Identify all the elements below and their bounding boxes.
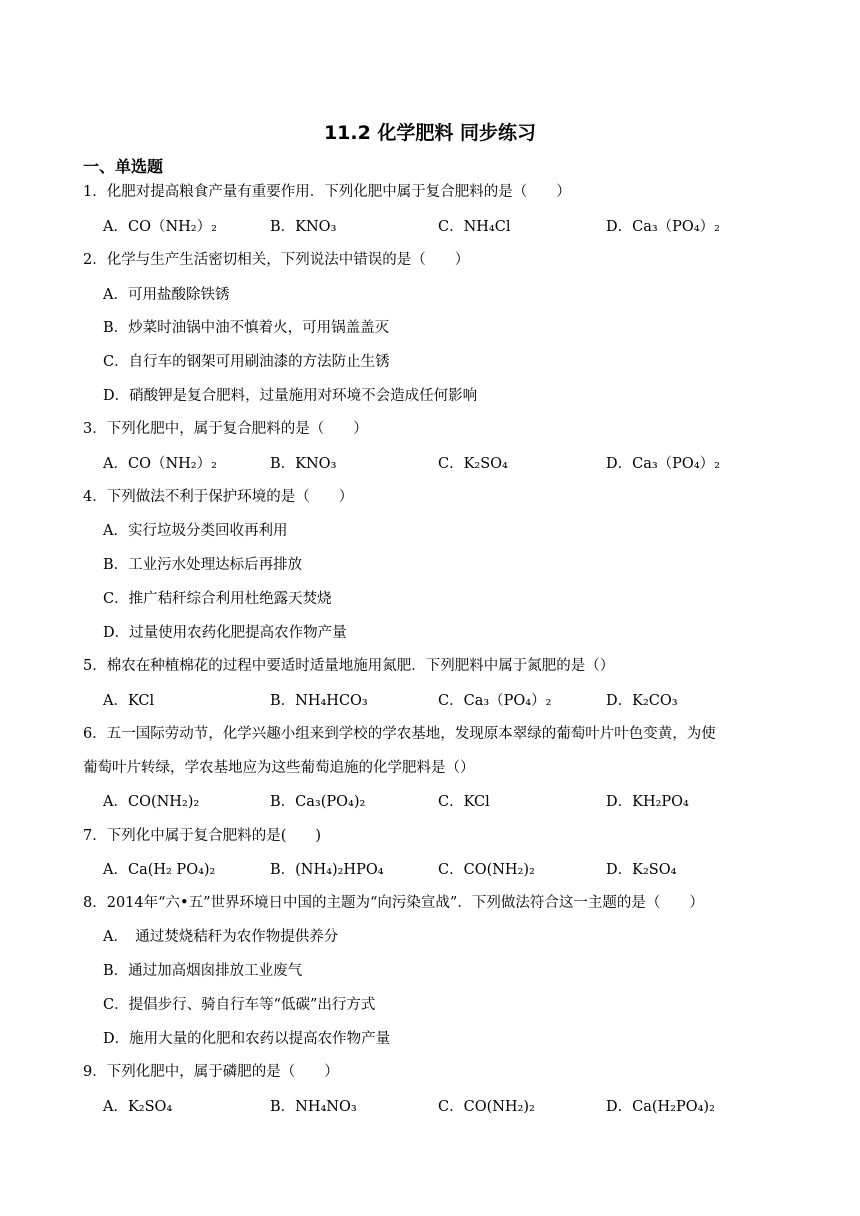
question-3-option-c: C．K₂SO₄ xyxy=(438,456,508,472)
question-3-option-a: A．CO（NH₂）₂ xyxy=(103,456,217,472)
question-2-option-c: C．自行车的钢架可用刷油漆的方法防止生锈 xyxy=(103,354,390,370)
question-6-option-a: A．CO(NH₂)₂ xyxy=(103,794,200,810)
question-2-stem: 2．化学与生产生活密切相关，下列说法中错误的是（ ） xyxy=(83,252,470,268)
question-3-option-d: D．Ca₃（PO₄）₂ xyxy=(606,456,720,472)
question-9-stem: 9．下列化肥中，属于磷肥的是（ ） xyxy=(83,1064,339,1080)
question-6-option-d: D．KH₂PO₄ xyxy=(606,794,689,810)
question-7-option-d: D．K₂SO₄ xyxy=(606,862,677,878)
question-5-stem: 5．棉农在种植棉花的过程中要适时适量地施用氮肥．下列肥料中属于氮肥的是（） xyxy=(83,658,615,674)
question-2-option-a: A．可用盐酸除铁锈 xyxy=(103,287,230,303)
question-1-option-d: D．Ca₃（PO₄）₂ xyxy=(606,219,720,235)
question-8-option-d: D．施用大量的化肥和农药以提高农作物产量 xyxy=(103,1031,391,1047)
question-2-option-d: D．硝酸钾是复合肥料，过量施用对环境不会造成任何影响 xyxy=(103,388,478,404)
question-1-option-c: C．NH₄Cl xyxy=(438,219,511,235)
question-6-option-b: B．Ca₃(PO₄)₂ xyxy=(270,794,366,810)
question-1-option-a: A．CO（NH₂）₂ xyxy=(103,219,217,235)
question-1-stem: 1．化肥对提高粮食产量有重要作用．下列化肥中属于复合肥料的是（ ） xyxy=(83,184,571,200)
question-8-option-c: C．提倡步行、骑自行车等“低碳”出行方式 xyxy=(103,997,376,1013)
question-1-option-b: B．KNO₃ xyxy=(270,219,337,235)
question-8-stem: 8．2014年“六•五”世界环境日中国的主题为“向污染宣战”．下列做法符合这一主题的是（ ） xyxy=(83,895,704,911)
question-4-option-c: C．推广秸秆综合利用杜绝露天焚烧 xyxy=(103,591,332,607)
question-4-option-b: B．工业污水处理达标后再排放 xyxy=(103,557,303,573)
question-7-option-a: A．Ca(H₂ PO₄)₂ xyxy=(103,862,216,878)
question-3-option-b: B．KNO₃ xyxy=(270,456,337,472)
question-9-option-b: B．NH₄NO₃ xyxy=(270,1099,357,1115)
question-5-option-d: D．K₂CO₃ xyxy=(606,693,678,709)
question-2-option-b: B．炒菜时油锅中油不慎着火，可用锅盖盖灭 xyxy=(103,320,390,336)
question-7-option-c: C．CO(NH₂)₂ xyxy=(438,862,535,878)
question-4-option-d: D．过量使用农药化肥提高农作物产量 xyxy=(103,625,347,641)
question-5-option-a: A．KCl xyxy=(103,693,155,709)
page-title: 11.2 化学肥料 同步练习 xyxy=(323,122,537,144)
question-5-option-c: C．Ca₃（PO₄）₂ xyxy=(438,693,552,709)
question-8-option-b: B．通过加高烟囱排放工业废气 xyxy=(103,963,303,979)
question-7-option-b: B．(NH₄)₂HPO₄ xyxy=(270,862,384,878)
question-4-option-a: A．实行垃圾分类回收再利用 xyxy=(103,523,288,539)
question-7-stem: 7．下列化中属于复合肥料的是( ) xyxy=(83,828,322,844)
section-heading: 一、单选题 xyxy=(83,157,164,176)
question-8-option-a: A． 通过焚烧秸秆为农作物提供养分 xyxy=(103,929,339,945)
question-9-option-d: D．Ca(H₂PO₄)₂ xyxy=(606,1099,715,1115)
question-4-stem: 4．下列做法不利于保护环境的是（ ） xyxy=(83,489,354,505)
question-6-stem-line-2: 葡萄叶片转绿，学农基地应为这些葡萄追施的化学肥料是（） xyxy=(83,760,475,776)
question-3-stem: 3．下列化肥中，属于复合肥料的是（ ） xyxy=(83,421,368,437)
question-9-option-c: C．CO(NH₂)₂ xyxy=(438,1099,535,1115)
question-5-option-b: B．NH₄HCO₃ xyxy=(270,693,368,709)
question-6-stem-line-1: 6．五一国际劳动节，化学兴趣小组来到学校的学农基地，发现原本翠绿的葡萄叶片叶色变黄，为使 xyxy=(83,726,716,742)
question-6-option-c: C．KCl xyxy=(438,794,490,810)
question-9-option-a: A．K₂SO₄ xyxy=(103,1099,173,1115)
